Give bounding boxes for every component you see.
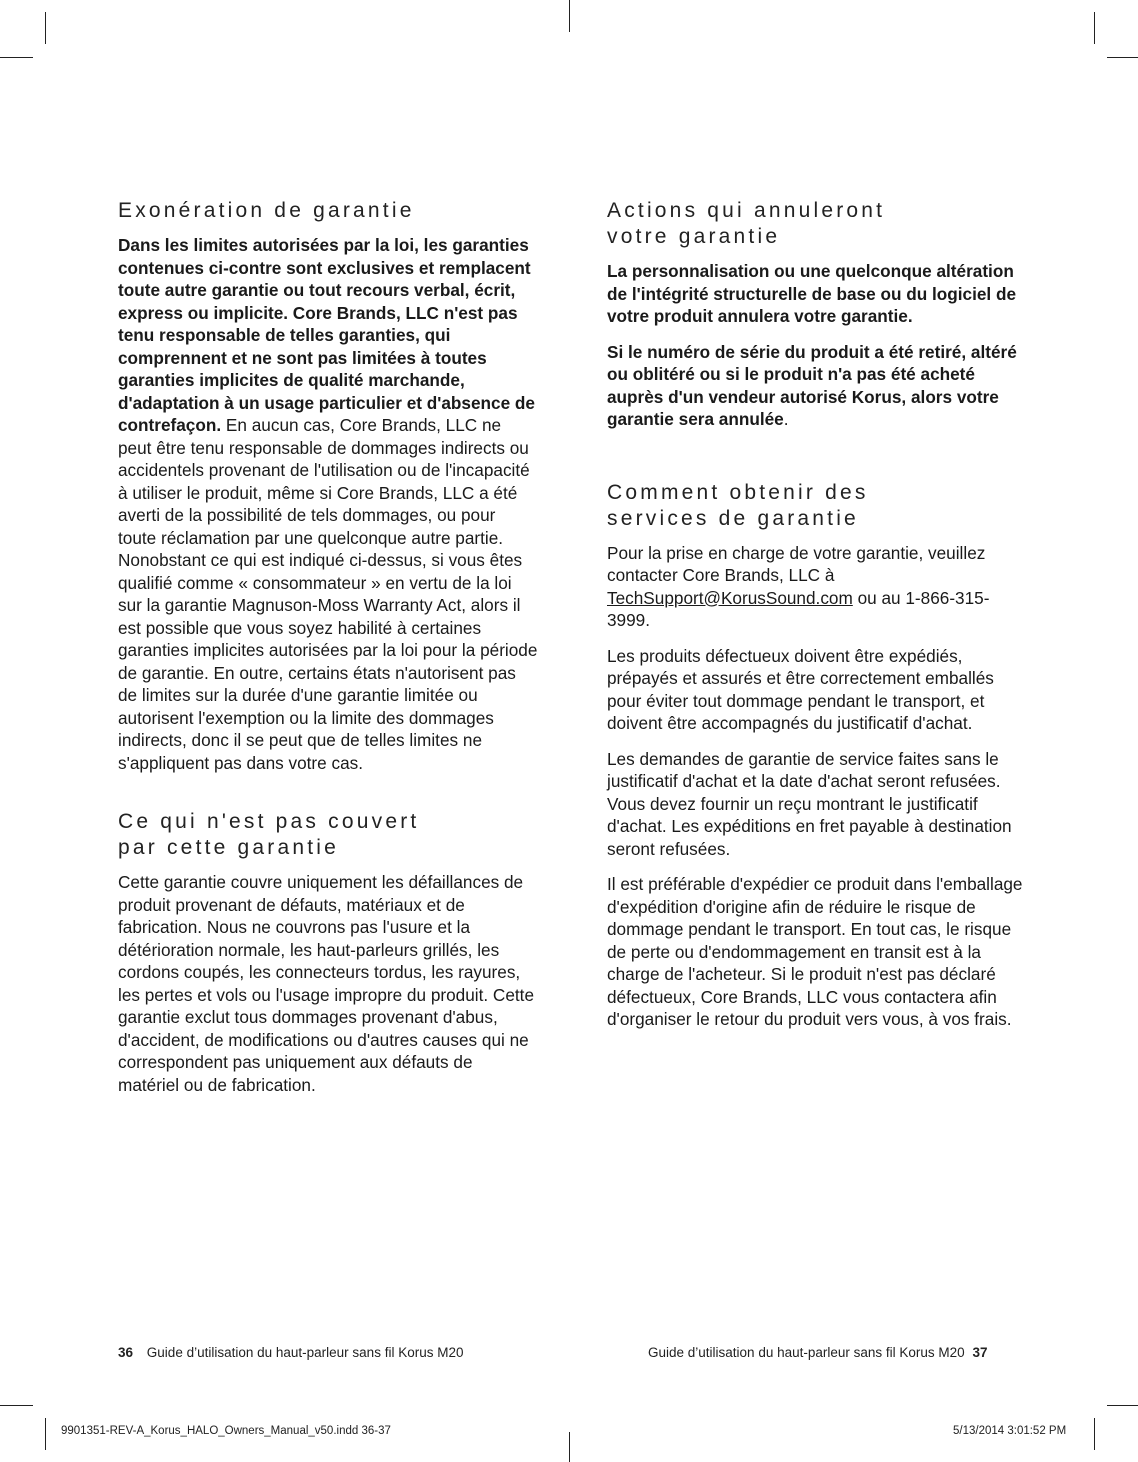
- page-number: 37: [972, 1345, 988, 1360]
- title-line: Ce qui n'est pas couvert: [118, 810, 420, 833]
- section-title-void-actions: [607, 198, 1027, 250]
- footer-guide-title: Guide d’utilisation du haut-parleur sans fil Korus M20: [146, 1345, 464, 1360]
- slug-filename: 9901351-REV-A_Korus_HALO_Owners_Manual_v50.indd 36-37: [61, 1425, 391, 1437]
- title-line: Comment obtenir des: [607, 480, 869, 504]
- service-paragraph-1: [607, 542, 1027, 632]
- right-column: [607, 198, 1027, 1044]
- service-contact-text: Pour la prise en charge de votre garantie, veuillez contacter Core Brands, LLC à: [607, 542, 986, 585]
- page-number: 36: [118, 1345, 134, 1360]
- service-paragraph-3: Les demandes de garantie de service faites sans le justificatif d'achat et la date d'achat seront refusées. Vous devez fournir un reçu montrant le justificatif d'achat. Les expéditions en fret payable à destination seront refusées.: [607, 748, 1012, 859]
- title-line: votre garantie: [607, 225, 781, 248]
- crop-mark: [1094, 12, 1095, 44]
- title-line: Actions qui annuleront: [607, 199, 886, 222]
- support-email-link[interactable]: TechSupport@KorusSound.com: [607, 587, 853, 608]
- disclaimer-text: En aucun cas, Core Brands, LLC ne peut être tenu responsable de dommages indirects ou accidentels provenant de l'utilisation ou de l'incapacité à utiliser le produit, même si Core Brands, LLC a été averti de la possibilité de tels dommages, ou pour toute réclamation par une quelconque autre partie. Nonobstant ce qui est indiqué ci-dessus, si vous êtes qualifié comme « consommateur » en vertu de la loi sur la garantie Magnuson-Moss Warranty Act, alors il est possible que vous soyez habilité à certaines garanties implicites autorisées par la loi pour la période de garantie. En outre, certains états n'autorisent pas de limites sur la durée d'une garantie limitée ou autorisent l'exemption ou la limite des dommages indirects, donc il se peut que de telles limites ne s'appliquent pas dans votre cas.: [118, 415, 538, 773]
- crop-mark: [45, 1418, 46, 1450]
- footer-guide-title: Guide d’utilisation du haut-parleur sans fil Korus M20: [648, 1345, 965, 1360]
- title-line: services de garantie: [607, 506, 859, 530]
- crop-mark: [45, 12, 46, 44]
- footer-left: [118, 1345, 463, 1360]
- void-bold-text: Si le numéro de série du produit a été retiré, altéré ou oblitéré ou si le produit n'a pas été acheté auprès d'un vendeur autorisé Korus, alors votre garantie sera annulée: [607, 341, 1017, 429]
- service-paragraph-2: Les produits défectueux doivent être expédiés, prépayés et assurés et être correctement emballés pour éviter tout dommage pendant le transport, et doivent être accompagnés du justificatif d'achat.: [607, 645, 994, 733]
- section-title-disclaimer: Exonération de garantie: [118, 199, 415, 222]
- crop-mark: [0, 57, 33, 58]
- void-paragraph-2: [607, 341, 1027, 431]
- title-line: par cette garantie: [118, 836, 340, 859]
- crop-mark: [1107, 1405, 1138, 1406]
- footer-right: [648, 1345, 987, 1360]
- section-title-obtain-service: [607, 480, 1027, 532]
- disclaimer-paragraph: [118, 234, 538, 774]
- crop-mark: [0, 1405, 33, 1406]
- void-bold-text: La personnalisation ou une quelconque altération de l'intégrité structurelle de base ou du logiciel de votre produit annulera votre garantie.: [607, 261, 1017, 326]
- disclaimer-bold-text: Dans les limites autorisées par la loi, les garanties contenues ci-contre sont exclusives et remplacent toute autre garantie ou tout recours verbal, écrit, express ou implicite. Core Brands, LLC n'est pas tenu responsable de telles garanties, qui comprennent et ne sont pas limitées à toutes garanties implicites de qualité marchande, d'adaptation à un usage particulier et d'absence de contrefaçon.: [118, 235, 535, 435]
- crop-mark: [569, 1432, 570, 1462]
- not-covered-paragraph: Cette garantie couvre uniquement les défaillances de produit provenant de défauts, matériaux et de fabrication. Nous ne couvrons pas l'usure et la détérioration normale, les haut-parleurs grillés, les cordons coupés, les connecteurs tordus, les rayures, les pertes et vols ou l'usage impropre du produit. Cette garantie exclut tous dommages provenant d'abus, d'accident, de modifications ou d'autres causes qui ne correspondent pas uniquement aux défauts de matériel ou de fabrication.: [118, 872, 535, 1095]
- service-phone-text: ou au 1-866-315-3999.: [607, 587, 990, 630]
- slug-timestamp: 5/13/2014 3:01:52 PM: [953, 1425, 1067, 1437]
- void-paragraph-1: [607, 260, 1027, 328]
- left-column: [118, 198, 538, 1109]
- crop-mark: [1094, 1418, 1095, 1450]
- crop-mark: [1107, 57, 1138, 58]
- service-paragraph-4: Il est préférable d'expédier ce produit dans l'emballage d'expédition d'origine afin de réduire le risque de dommage pendant le transport. En tout cas, le risque de perte ou d'endommagement en transit est à la charge de l'acheteur. Si le produit n'est pas déclaré défectueux, Core Brands, LLC vous contactera afin d'organiser le retour du produit vers vous, à vos frais.: [607, 874, 1023, 1029]
- void-period: .: [783, 409, 789, 429]
- crop-mark: [569, 0, 570, 32]
- section-title-not-covered: [118, 809, 538, 861]
